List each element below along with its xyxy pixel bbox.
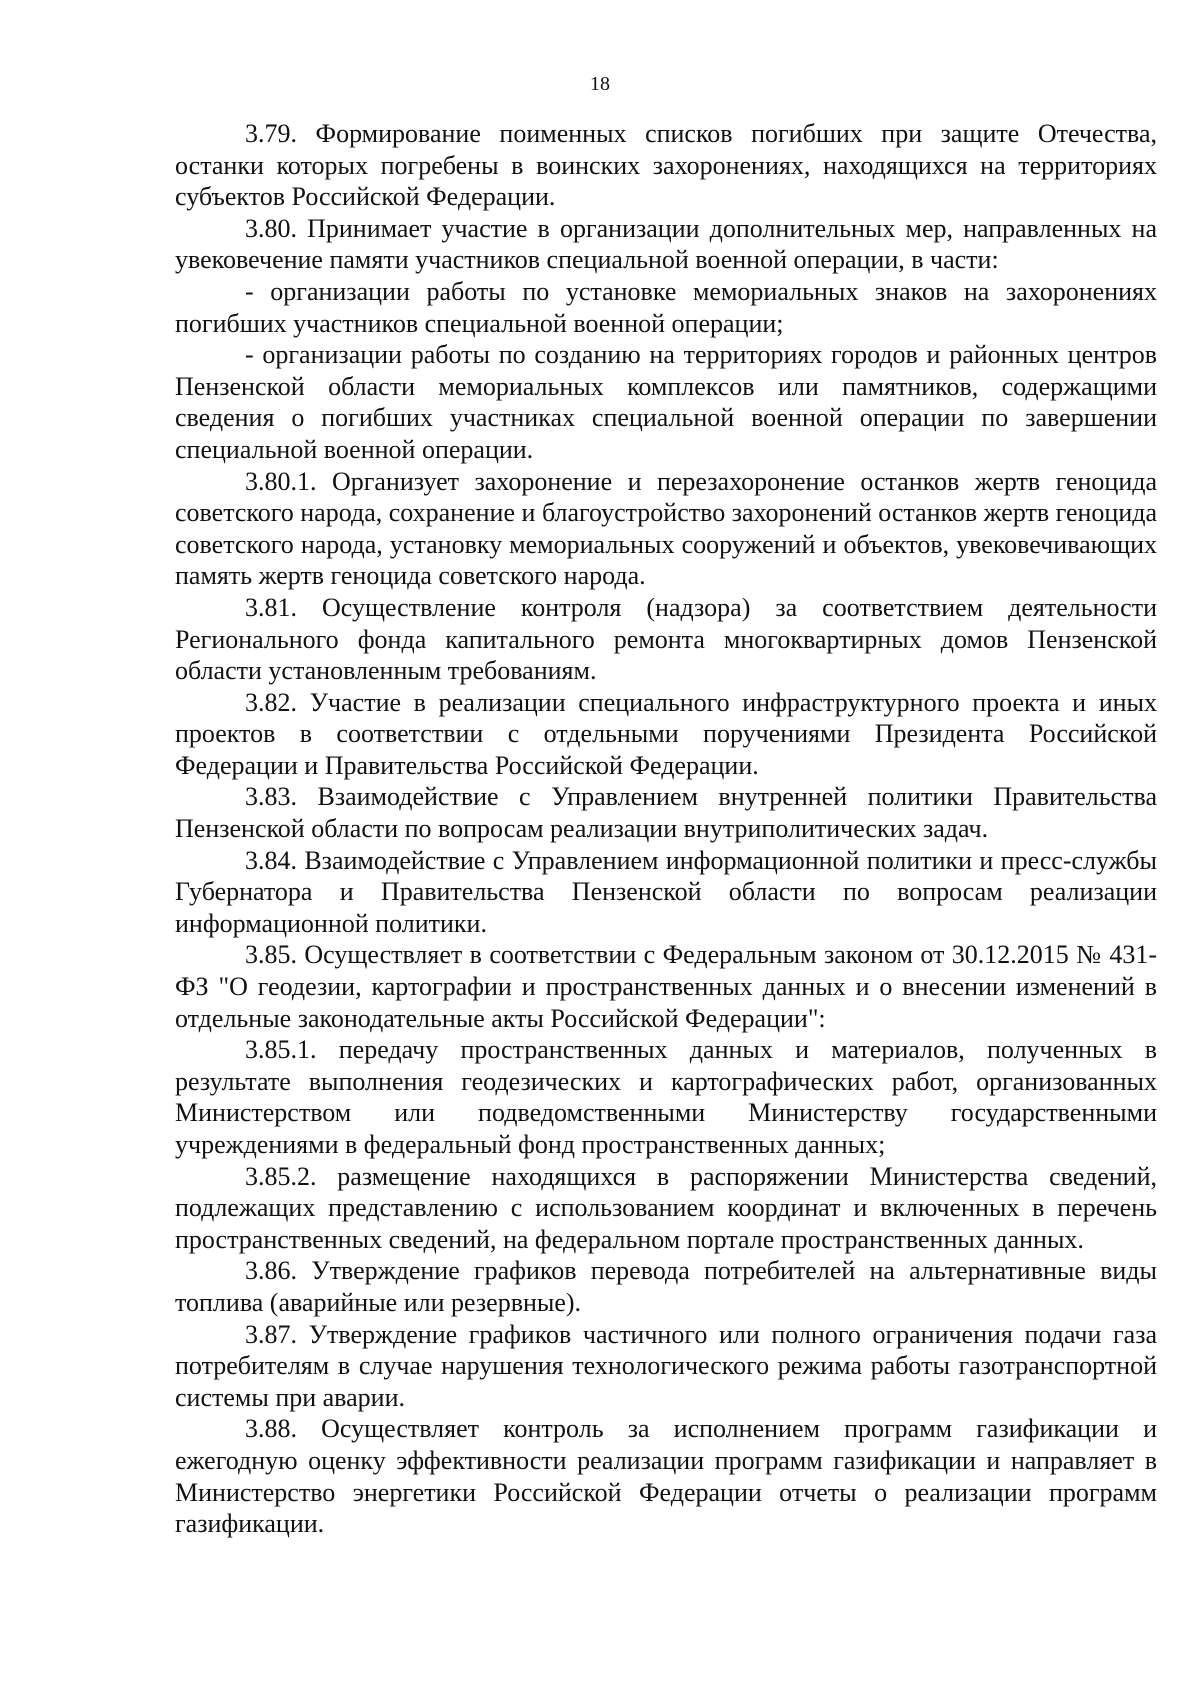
paragraph-3-86: 3.86. Утверждение графиков перевода потребителей на альтернативные виды топлива (аварийные или резервные). — [175, 1256, 1157, 1317]
paragraph-3-80-item-2: - организации работы по созданию на территориях городов и районных центров Пензенской области мемориальных комплексов или памятников, содержащими сведения о погибших участниках специальной военной операции по завершении специальной военной операции. — [175, 340, 1157, 464]
paragraph-3-82: 3.82. Участие в реализации специального инфраструктурного проекта и иных проектов в соответствии с отдельными поручениями Президента Российской Федерации и Правительства Российской Федерации. — [175, 687, 1157, 780]
paragraph-3-79: 3.79. Формирование поименных списков погибших при защите Отечества, останки которых погребены в воинских захоронениях, находящихся на территориях субъектов Российской Федерации. — [175, 119, 1157, 212]
paragraph-3-85: 3.85. Осуществляет в соответствии с Федеральным законом от 30.12.2015 № 431-ФЗ "О геодезии, картографии и пространственных данных и о внесении изменений в отдельные законодательные акты Российской Федерации": — [175, 940, 1157, 1033]
paragraph-3-80-1: 3.80.1. Организует захоронение и перезахоронение останков жертв геноцида советского народа, сохранение и благоустройство захоронений останков жертв геноцида советского народа, установку мемориальных сооружений и объектов, увековечивающих память жертв геноцида советского народа. — [175, 466, 1157, 591]
paragraph-3-80-item-1: - организации работы по установке мемориальных знаков на захоронениях погибших участников специальной военной операции; — [175, 276, 1157, 338]
paragraph-3-85-1: 3.85.1. передачу пространственных данных и материалов, полученных в результате выполнения геодезических и картографических работ, организованных Министерством или подведомственными Министерству государственными учреждениями в федеральный фонд пространственных данных; — [175, 1035, 1157, 1159]
paragraph-3-83: 3.83. Взаимодействие с Управлением внутренней политики Правительства Пензенской области по вопросам реализации внутриполитических задач. — [175, 782, 1157, 844]
paragraph-3-88: 3.88. Осуществляет контроль за исполнением программ газификации и ежегодную оценку эффективности реализации программ газификации и направляет в Министерство энергетики Российской Федерации отчеты о реализации программ газификации. — [175, 1414, 1157, 1539]
paragraph-3-80: 3.80. Принимает участие в организации дополнительных мер, направленных на увековечение памяти участников специальной военной операции, в части: — [175, 213, 1157, 275]
paragraph-3-85-2: 3.85.2. размещение находящихся в распоряжении Министерства сведений, подлежащих представлению с использованием координат и включенных в перечень пространственных сведений, на федеральном портале пространственных данных. — [175, 1161, 1157, 1254]
page-number: 18 — [590, 73, 610, 95]
paragraph-3-87: 3.87. Утверждение графиков частичного или полного ограничения подачи газа потребителям в случае нарушения технологического режима работы газотранспортной системы при аварии. — [175, 1319, 1157, 1412]
paragraph-3-84: 3.84. Взаимодействие с Управлением информационной политики и пресс-службы Губернатора и Правительства Пензенской области по вопросам реализации информационной политики. — [175, 845, 1157, 938]
document-body — [175, 118, 1157, 1540]
paragraph-3-81: 3.81. Осуществление контроля (надзора) за соответствием деятельности Регионального фонда капитального ремонта многоквартирных домов Пензенской области установленным требованиям. — [175, 592, 1157, 686]
